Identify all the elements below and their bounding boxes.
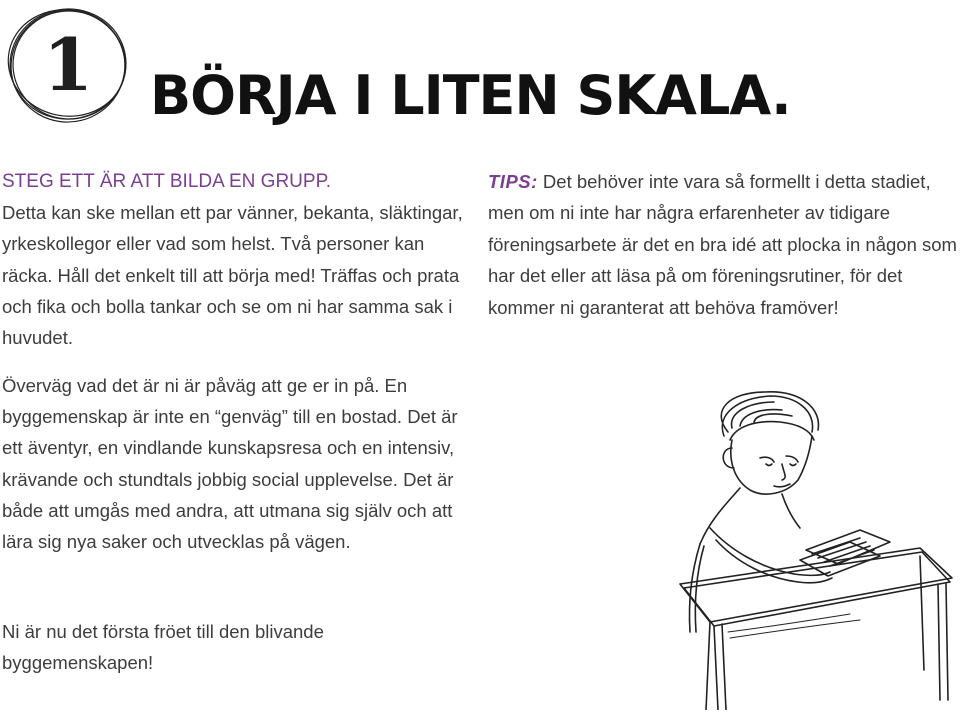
step-number-badge (2, 4, 134, 126)
step-heading: STEG ETT ÄR ATT BILDA EN GRUPP. (2, 171, 332, 192)
intro-paragraph: Detta kan ske mellan ett par vänner, bekanta, släktingar, yrkeskollegor eller vad som helst. Två personer kan räcka. Håll det enkelt till att börja med! Träffas och prata och fika och bolla tankar och se om ni har samma sak i huvudet. (2, 202, 463, 349)
closing-paragraph: Ni är nu det första fröet till den blivande byggemenskapen! (2, 621, 324, 674)
intro-section (2, 166, 470, 353)
tips-box (488, 166, 958, 323)
step-number: 1 (42, 22, 94, 107)
tips-label: TIPS: (488, 171, 538, 192)
person-reading-at-desk-icon (560, 370, 960, 710)
page-title: BÖRJA I LITEN SKALA. (150, 64, 791, 127)
scribbled-circle-icon (2, 4, 134, 126)
tips-text: Det behöver inte vara så formellt i detta stadiet, men om ni inte har några erfarenheter av tidigare föreningsarbete är det en bra idé att plocka in någon som har det eller att läsa på om föreningsrutiner, för det kommer ni garanterat att behöva framöver! (488, 171, 957, 318)
illustration (560, 370, 960, 710)
body-paragraph: Överväg vad det är ni är påväg att ge er in på. En byggemenskap är inte en “genväg” till en bostad. Det är ett äventyr, en vindlande kunskapsresa och en intensiv, krävande och stundtals jobbig social upplevelse. Det är både att umgås med andra, att utmana sig själv och att lära sig nya saker och utvecklas på vägen. (2, 375, 458, 553)
